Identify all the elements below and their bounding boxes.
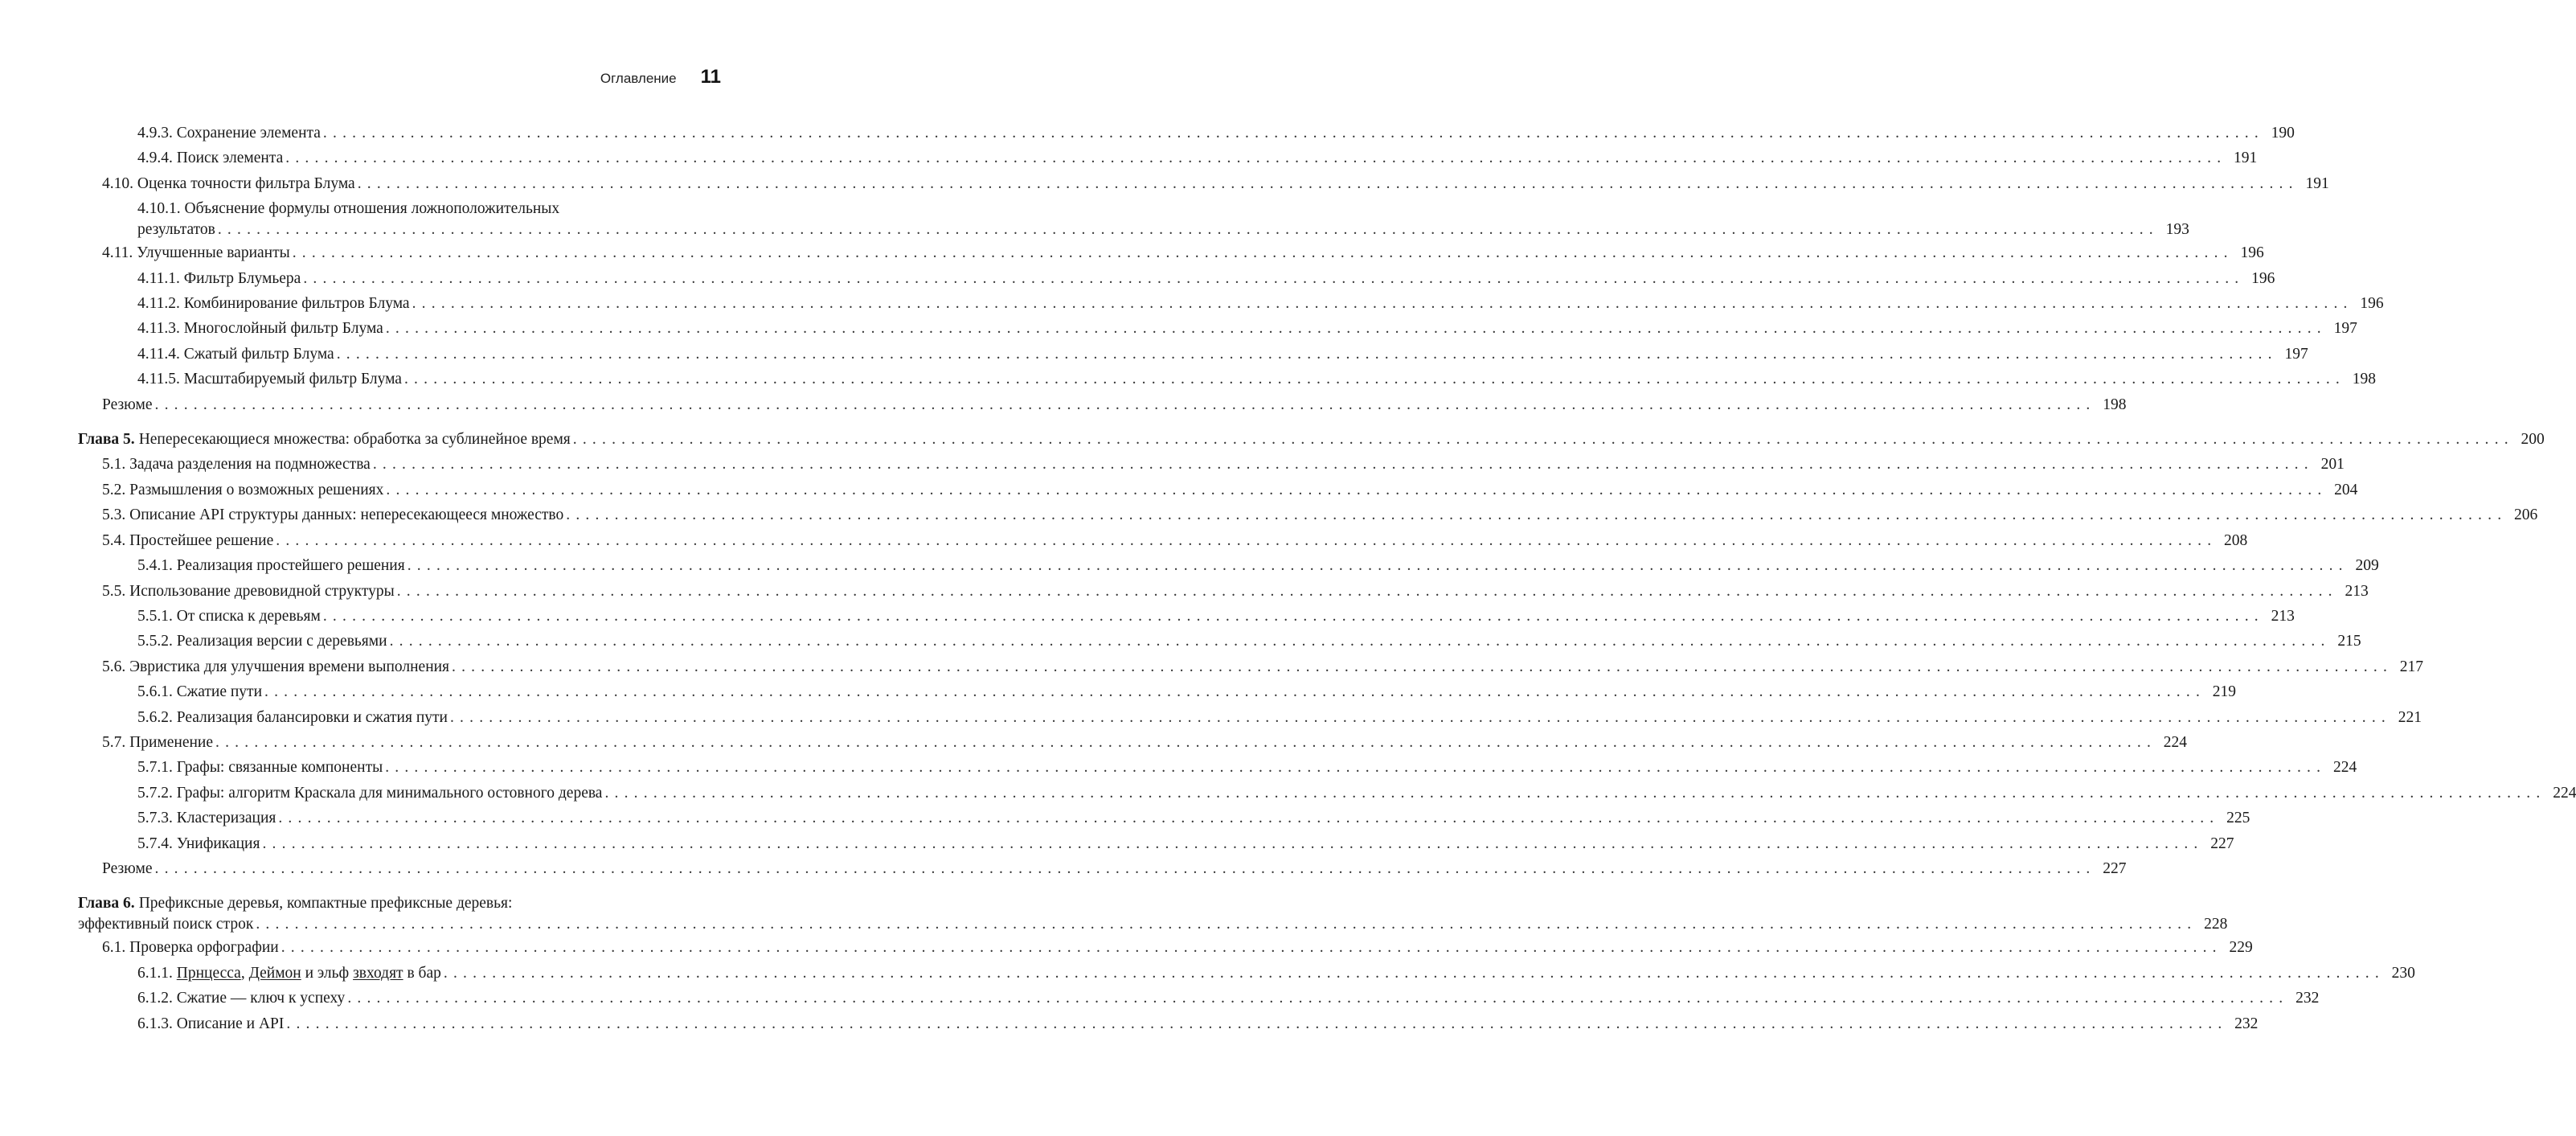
toc-entry-page: 197 [2333,320,2357,338]
dot-leader: ........................................................................................................................................................................................................ [407,557,2349,575]
toc-entry-label: 5.5.1. От списка к деревьям [137,607,321,625]
toc-entry-label: 4.11.4. Сжатый фильтр Блума [137,345,334,363]
toc-entry [78,553,2379,578]
toc-entry-page: 200 [2521,431,2545,449]
toc-entry-label: 5.7.4. Унификация [137,835,260,852]
toc-entry-page: 232 [2234,1015,2259,1032]
toc-entry [78,654,2424,679]
toc-entry-page: 224 [2163,733,2188,751]
dot-leader: ........................................................................................................................................................................................................ [385,759,2327,777]
toc-entry-page: 227 [2103,859,2127,877]
toc-entry-label: 5.5. Использование древовидной структуры [102,582,395,600]
toc-entry [78,452,2345,477]
toc-entry [78,367,2376,392]
toc-entry [78,196,2189,240]
page-number: 11 [700,66,721,88]
toc-entry [78,146,2258,170]
toc-entry [78,528,2248,553]
dot-leader: ........................................................................................................................................................................................................ [262,835,2204,852]
toc-entry [78,579,2369,604]
toc-entry-label: 4.10. Оценка точности фильтра Блума [102,174,355,192]
toc-entry-label: 4.9.4. Поиск элемента [137,150,284,167]
toc-entry-label: 4.10.1. Объяснение формулы отношения ложноположительных [137,200,560,218]
toc-entry [78,121,2295,146]
toc-entry [78,478,2358,502]
dot-leader: ........................................................................................................................................................................................................ [303,269,2245,287]
toc-entry-label: 4.11.1. Фильтр Блумьера [137,269,301,287]
toc-entry [78,831,2234,856]
toc-entry-label: 6.1.3. Описание и API [137,1015,285,1032]
dot-leader: ........................................................................................................................................................................................................ [292,244,2234,262]
toc-entry-page: 227 [2210,835,2234,852]
toc-entry-label: 5.6.1. Сжатие пути [137,683,263,701]
toc-entry [78,986,2320,1011]
dot-leader: ........................................................................................................................................................................................................ [336,345,2278,363]
toc-entry-label: 4.11.2. Комбинирование фильтров Блума [137,295,410,313]
dot-leader: ........................................................................................................................................................................................................ [217,221,2159,239]
toc-entry-label: 4.9.3. Сохранение элемента [137,125,321,141]
toc-entry [78,705,2422,730]
toc-entry-label: 6.1. Проверка орфографии [102,939,279,957]
toc-entry-page: 197 [2284,345,2308,363]
toc-entry-label: 5.2. Размышления о возможных решениях [102,481,384,498]
dot-leader: ........................................................................................................................................................................................................ [215,733,2157,751]
toc-entry-page: 196 [2240,244,2264,262]
dot-leader: ........................................................................................................................................................................................................ [604,784,2546,802]
toc-entry-label: 6.1.2. Сжатие — ключ к успеху [137,990,346,1007]
table-of-contents [78,121,2576,1036]
dot-leader: ........................................................................................................................................................................................................ [256,916,2197,933]
dot-leader: ........................................................................................................................................................................................................ [385,320,2327,338]
toc-entry-page: 198 [2352,371,2376,388]
toc-entry-label-continued: эффективный поиск строк [78,916,254,933]
running-head [600,66,721,88]
toc-entry-page: 193 [2165,221,2189,239]
toc-entry-label: 5.6.2. Реализация балансировки и сжатия пути [137,708,448,726]
toc-entry-page: 213 [2271,607,2295,625]
toc-entry [78,266,2275,291]
dot-leader: ........................................................................................................................................................................................................ [449,708,2391,726]
toc-entry [78,806,2250,830]
dot-leader: ........................................................................................................................................................................................................ [154,396,2096,413]
toc-entry [78,392,2127,417]
toc-entry-page: 229 [2229,939,2253,957]
toc-entry-label: 5.7.3. Кластеризация [137,810,276,827]
toc-entry [78,171,2329,196]
dot-leader: ........................................................................................................................................................................................................ [452,658,2394,675]
toc-entry [78,629,2361,654]
toc-entry-label: 4.11.3. Многослойный фильтр Блума [137,320,383,338]
toc-entry-label: 5.6. Эвристика для улучшения времени выполнения [102,658,450,675]
toc-entry [78,755,2357,780]
running-title: Оглавление [600,71,677,86]
toc-entry-page: 213 [2345,582,2369,600]
toc-entry-page: 228 [2204,916,2228,933]
toc-entry-page: 209 [2355,557,2379,575]
dot-leader: ........................................................................................................................................................................................................ [285,150,2227,167]
toc-entry-page: 219 [2212,683,2237,701]
toc-entry-page: 190 [2271,125,2295,141]
underlined-word: Прнцесса [176,964,241,982]
dot-leader: ........................................................................................................................................................................................................ [322,125,2264,141]
toc-entry-page: 191 [2305,174,2329,192]
toc-chapter-entry [78,891,2228,935]
toc-entry-label: 5.4.1. Реализация простейшего решения [137,557,405,575]
dot-leader: ........................................................................................................................................................................................................ [566,506,2508,524]
chapter-number: Глава 5. [78,431,135,449]
dot-leader: ........................................................................................................................................................................................................ [154,859,2096,877]
toc-entry-page: 232 [2295,990,2320,1007]
toc-entry [78,316,2357,341]
dot-leader: ........................................................................................................................................................................................................ [412,295,2353,313]
toc-entry-page: 198 [2103,396,2127,413]
toc-entry [78,961,2415,986]
toc-entry-page: 230 [2391,964,2415,982]
toc-entry-label: Префиксные деревья, компактные префиксные деревья: [138,895,513,912]
underlined-word: Деймон [248,964,301,982]
toc-entry-page: 191 [2234,150,2258,167]
toc-entry-page: 208 [2224,531,2248,549]
toc-entry [78,291,2384,316]
toc-entry-label: Непересекающиеся множества: обработка за сублинейное время [138,431,571,449]
dot-leader: ........................................................................................................................................................................................................ [572,431,2514,449]
toc-entry-page: 221 [2398,708,2422,726]
dot-leader: ........................................................................................................................................................................................................ [357,174,2299,192]
dot-leader: ........................................................................................................................................................................................................ [322,607,2264,625]
toc-entry [78,1011,2259,1036]
toc-entry-label: Резюме [102,396,153,413]
toc-entry [78,730,2188,755]
toc-entry-label: 5.3. Описание API структуры данных: непересекающееся множество [102,506,564,524]
toc-entry-label: 4.11.5. Масштабируемый фильтр Блума [137,371,402,388]
toc-entry-label: 5.7.2. Графы: алгоритм Краскала для минимального остовного дерева [137,784,603,802]
toc-entry-page: 224 [2553,784,2576,802]
toc-entry-page: 225 [2226,810,2250,827]
toc-entry-label-continued: результатов [137,221,215,239]
toc-entry-page: 224 [2332,759,2357,777]
toc-entry [78,856,2127,881]
toc-entry-page: 217 [2399,658,2424,675]
dot-leader: ........................................................................................................................................................................................................ [281,939,2222,957]
chapter-number: Глава 6. [78,895,135,912]
dot-leader: ........................................................................................................................................................................................................ [386,481,2328,498]
toc-entry [78,502,2538,527]
toc-entry-label: 5.4. Простейшее решение [102,531,274,549]
dot-leader: ........................................................................................................................................................................................................ [396,582,2338,600]
toc-entry-label: 5.1. Задача разделения на подмножества [102,456,371,474]
dot-leader: ........................................................................................................................................................................................................ [278,810,2220,827]
toc-entry-label: 4.11. Улучшенные варианты [102,244,290,262]
toc-chapter-entry [78,427,2545,452]
toc-entry-label: 5.7.1. Графы: связанные компоненты [137,759,383,777]
toc-entry [78,342,2308,367]
toc-entry [78,781,2576,806]
dot-leader: ........................................................................................................................................................................................................ [389,633,2331,650]
toc-entry-page: 204 [2334,481,2358,498]
dot-leader: ........................................................................................................................................................................................................ [264,683,2206,701]
toc-entry [78,935,2253,960]
dot-leader: ........................................................................................................................................................................................................ [347,990,2289,1007]
dot-leader: ........................................................................................................................................................................................................ [443,964,2385,982]
toc-entry-page: 196 [2251,269,2275,287]
underlined-word: звходят [353,964,403,982]
dot-leader: ........................................................................................................................................................................................................ [276,531,2218,549]
toc-entry-label: 5.7. Применение [102,733,214,751]
toc-entry-label: Резюме [102,859,153,877]
toc-entry-page: 206 [2514,506,2538,524]
dot-leader: ........................................................................................................................................................................................................ [286,1015,2228,1032]
toc-entry-label: 5.5.2. Реализация версии с деревьями [137,633,387,650]
toc-entry-label: 6.1.1. Прнцесса, Деймон и эльф звходят в бар [137,964,441,982]
toc-entry-page: 196 [2360,295,2384,313]
toc-entry-page: 215 [2337,633,2361,650]
toc-entry [78,604,2295,629]
dot-leader: ........................................................................................................................................................................................................ [372,456,2314,474]
dot-leader: ........................................................................................................................................................................................................ [403,371,2345,388]
toc-entry [78,240,2264,265]
toc-entry [78,679,2237,704]
toc-entry-page: 201 [2320,456,2345,474]
